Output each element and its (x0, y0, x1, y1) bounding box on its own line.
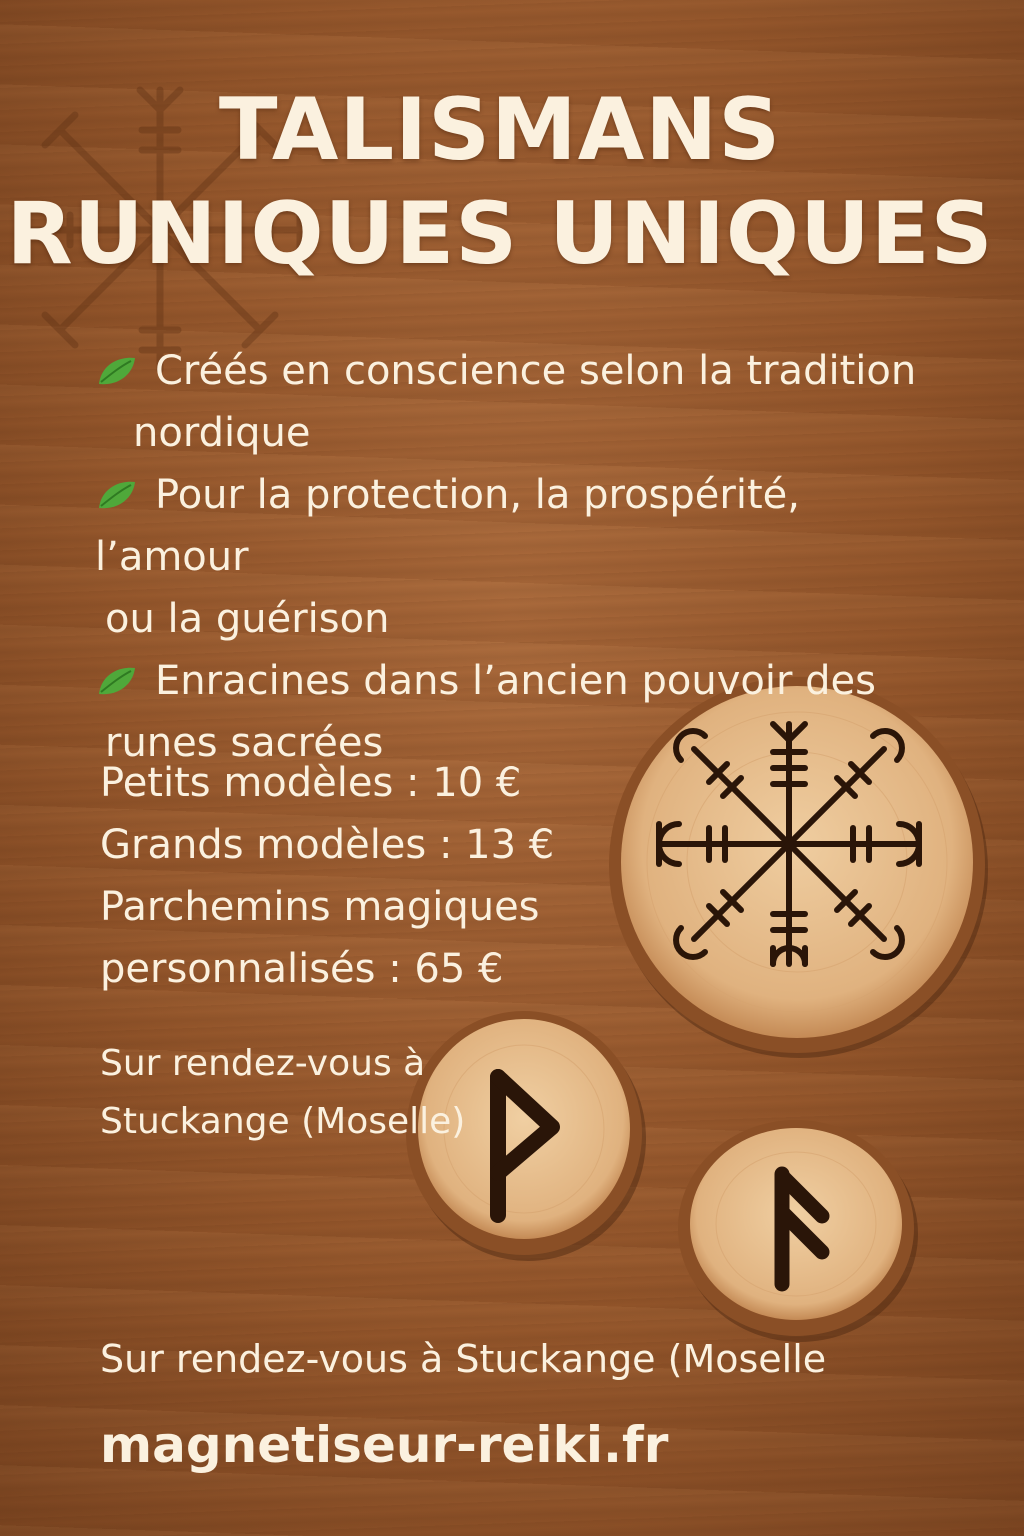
price-large-models: Grands modèles : 13 € (100, 822, 555, 868)
leaf-icon (95, 354, 139, 388)
feature-text-line-1: Enracines dans l’ancien pouvoir des (155, 658, 876, 704)
leaf-icon (95, 478, 139, 512)
feature-text-line-1: Pour la protection, la prospérité, l’amour (95, 472, 800, 580)
page-title (0, 78, 1000, 286)
title-line-2: RUNIQUES UNIQUES (6, 184, 994, 284)
features-list (95, 340, 955, 774)
feature-text-line-2: nordique (133, 410, 311, 456)
title-line-1: TALISMANS (218, 80, 782, 180)
website-url: magnetiseur-reiki.fr (100, 1416, 669, 1474)
appointment-footer: Sur rendez-vous à Stuckange (Moselle (100, 1337, 827, 1381)
feature-item (95, 340, 955, 464)
ansuz-rune-disc-image (672, 1112, 922, 1342)
appointment-note (100, 1035, 520, 1151)
price-small-models: Petits modèles : 10 € (100, 760, 522, 806)
leaf-icon (95, 664, 139, 698)
appointment-line-1: Sur rendez-vous à (100, 1043, 426, 1084)
appointment-line-2: Stuckange (Moselle) (100, 1101, 466, 1142)
price-scrolls-line-2: personnalisés : 65 € (100, 946, 504, 992)
feature-text-line-2: runes sacrées (105, 720, 384, 766)
price-list (100, 752, 620, 1000)
feature-text-line-1: Créés en conscience selon la tradition (155, 348, 917, 394)
feature-text-line-2: ou la guérison (105, 596, 390, 642)
price-scrolls-line-1: Parchemins magiques (100, 884, 540, 930)
feature-item (95, 464, 955, 650)
